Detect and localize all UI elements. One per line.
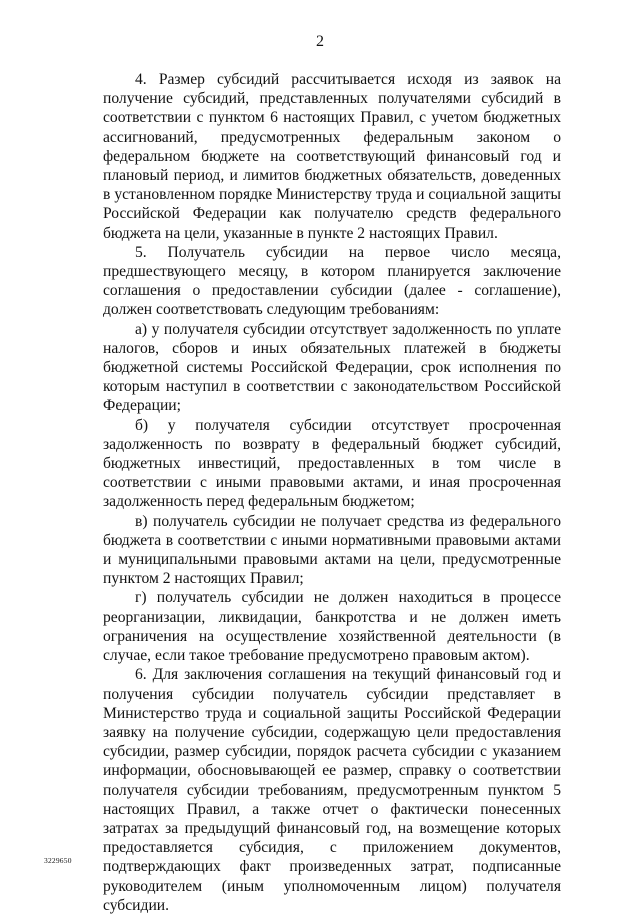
requirement-item-v: в) получатель субсидии не получает средства из федерального бюджета в соответствии с иными нормативными правовыми актами и муниципальными правовыми актами на цели, предусмотренные пунктом 2 настоящих Правил; — [103, 512, 561, 588]
paragraph-5-recipient-requirements: 5. Получатель субсидии на первое число месяца, предшествующего месяцу, в котором планируется заключение соглашения о предоставлении субсидии (далее - соглашение), должен соответствовать следующим требованиям: — [103, 243, 561, 319]
page-number: 2 — [316, 33, 324, 50]
document-code: 3229650 — [44, 856, 72, 865]
requirement-item-b: б) у получателя субсидии отсутствует просроченная задолженность по возврату в федеральный бюджет субсидий, бюджетных инвестиций, предоставленных в том числе в соответствии с иными правовыми актами, и иная просроченная задолженность перед федеральным бюджетом; — [103, 416, 561, 511]
requirement-item-a: а) у получателя субсидии отсутствует задолженность по уплате налогов, сборов и иных обязательных платежей в бюджеты бюджетной системы Российской Федерации, срок исполнения по которым наступил в соответствии с законодательством Российской Федерации; — [103, 320, 561, 415]
paragraph-6-application: 6. Для заключения соглашения на текущий финансовый год и получения субсидии получатель субсидии представляет в Министерство труда и социальной защиты Российской Федерации заявку на получение субсидии, содержащую цели предоставления субсидии, размер субсидии, порядок расчета субсидии с указанием информации, обосновывающей ее размер, справку о соответствии получателя субсидии требованиям, предусмотренным пунктом 5 настоящих Правил, а также отчет о фактически понесенных затратах за предыдущий финансовый год, на возмещение которых предоставляется субсидия, с приложением документов, подтверждающих факт произведенных затрат, подписанные руководителем (иным уполномоченным лицом) получателя субсидии. — [103, 666, 561, 914]
paragraph-4-subsidy-size: 4. Размер субсидий рассчитывается исходя из заявок на получение субсидий, представленных получателями субсидий в соответствии с пунктом 6 настоящих Правил, с учетом бюджетных ассигнований, предусмотренных федеральным законом о федеральном бюджете на соответствующий финансовый год и плановый период, и лимитов бюджетных обязательств, доведенных в установленном порядке Министерству труда и социальной защиты Российской Федерации как получателю средств федерального бюджета на цели, указанные в пункте 2 настоящих Правил. — [103, 71, 561, 242]
requirement-item-g: г) получатель субсидии не должен находиться в процессе реорганизации, ликвидации, банкротства и не должен иметь ограничения на осуществление хозяйственной деятельности (в случае, если такое требование предусмотрено правовым актом). — [103, 589, 561, 665]
document-body — [103, 70, 561, 915]
